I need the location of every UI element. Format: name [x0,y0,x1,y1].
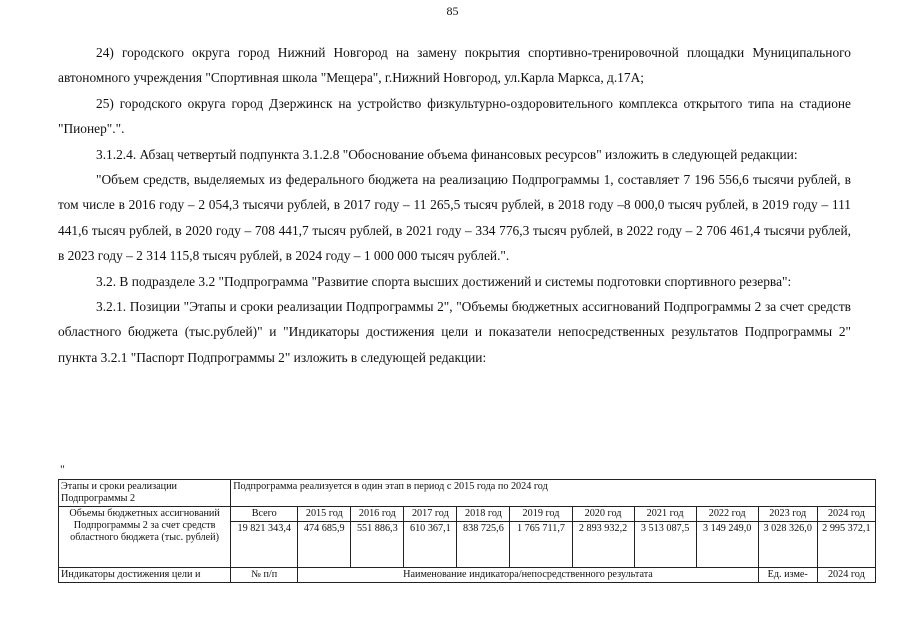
opening-quote: " [60,462,65,476]
table-row-stages [59,480,876,507]
value-2024: 2 995 372,1 [817,522,875,568]
table-row-indicators [59,568,876,583]
value-2018: 838 725,6 [457,522,510,568]
value-2023: 3 028 326,0 [758,522,817,568]
indicators-name-header: Наименование индикатора/непосредственного результата [298,568,758,583]
header-total: Всего [231,507,298,522]
value-2021: 3 513 087,5 [634,522,696,568]
value-2016: 551 886,3 [351,522,404,568]
paragraph-3-2: 3.2. В подразделе 3.2 "Подпрограмма "Развитие спорта высших достижений и системы подготовки спортивного резерва": [96,273,792,289]
paragraph-3-2-1: 3.2.1. Позиции "Этапы и сроки реализации Подпрограммы 2", "Объемы бюджетных ассигнований Подпрограммы 2 за счет средств областного бюджета (тыс.рублей)" и "Индикаторы достижения цели и показатели непосредственных результатов Подпрограммы 2" пункта 3.2.1 "Паспорт Подпрограммы 2" изложить в следующей редакции: [58,299,851,365]
stages-value: Подпрограмма реализуется в один этап в период с 2015 года по 2024 год [231,480,876,507]
value-2020: 2 893 932,2 [572,522,634,568]
header-2021: 2021 год [634,507,696,522]
paragraph-item-25: 25) городского округа город Дзержинск на устройство физкультурно-оздоровительного комплекса открытого типа на стадионе "Пионер".". [58,95,851,137]
header-2020: 2020 год [572,507,634,522]
header-2018: 2018 год [457,507,510,522]
header-2017: 2017 год [404,507,457,522]
header-2015: 2015 год [298,507,351,522]
indicators-num-header: № п/п [231,568,298,583]
passport-table [58,479,876,583]
table-row-budget-header [59,507,876,522]
paragraph-item-24: 24) городского округа город Нижний Новгород на замену покрытия спортивно-тренировочной площадки Муниципального автономного учреждения "Спортивная школа "Мещера", г.Нижний Новгород, ул.Карла Маркса, д.17А; [58,45,851,86]
paragraph-3-1-2-4: 3.1.2.4. Абзац четвертый подпункта 3.1.2.8 "Обоснование объема финансовых ресурсов" изложить в следующей редакции: [96,146,798,162]
indicators-unit-header: Ед. изме- [758,568,817,583]
indicators-year-header: 2024 год [817,568,875,583]
value-2017: 610 367,1 [404,522,457,568]
value-2019: 1 765 711,7 [510,522,572,568]
value-total: 19 821 343,4 [231,522,298,568]
page-number: 85 [446,4,459,18]
header-2022: 2022 год [696,507,758,522]
header-2023: 2023 год [758,507,817,522]
value-2015: 474 685,9 [298,522,351,568]
budget-label: Объемы бюджетных ассигнований Подпрограммы 2 за счет средств областного бюджета (тыс. рублей) [59,507,231,568]
indicators-label: Индикаторы достижения цели и [59,568,231,583]
header-2019: 2019 год [510,507,572,522]
stages-label: Этапы и сроки реализации Подпрограммы 2 [59,480,231,507]
document-body [58,40,851,370]
value-2022: 3 149 249,0 [696,522,758,568]
paragraph-federal-funding: "Объем средств, выделяемых из федерального бюджета на реализацию Подпрограммы 1, составляет 7 196 556,6 тысячи рублей, в том числе в 2016 году – 2 054,3 тысячи рублей, в 2017 году – 11 265,5 тысяч рублей, в 2018 году –8 000,0 тысяч рублей, в 2019 году – 111 441,6 тысяч рублей, в 2020 году – 708 441,7 тысяч рублей, в 2021 году – 334 776,3 тысяч рублей, в 2022 году – 2 706 461,4 тысячи рублей, в 2023 году – 2 314 115,8 тысяч рублей, в 2024 году – 1 000 000 тысяч рублей.". [58,172,851,264]
header-2024: 2024 год [817,507,875,522]
header-2016: 2016 год [351,507,404,522]
